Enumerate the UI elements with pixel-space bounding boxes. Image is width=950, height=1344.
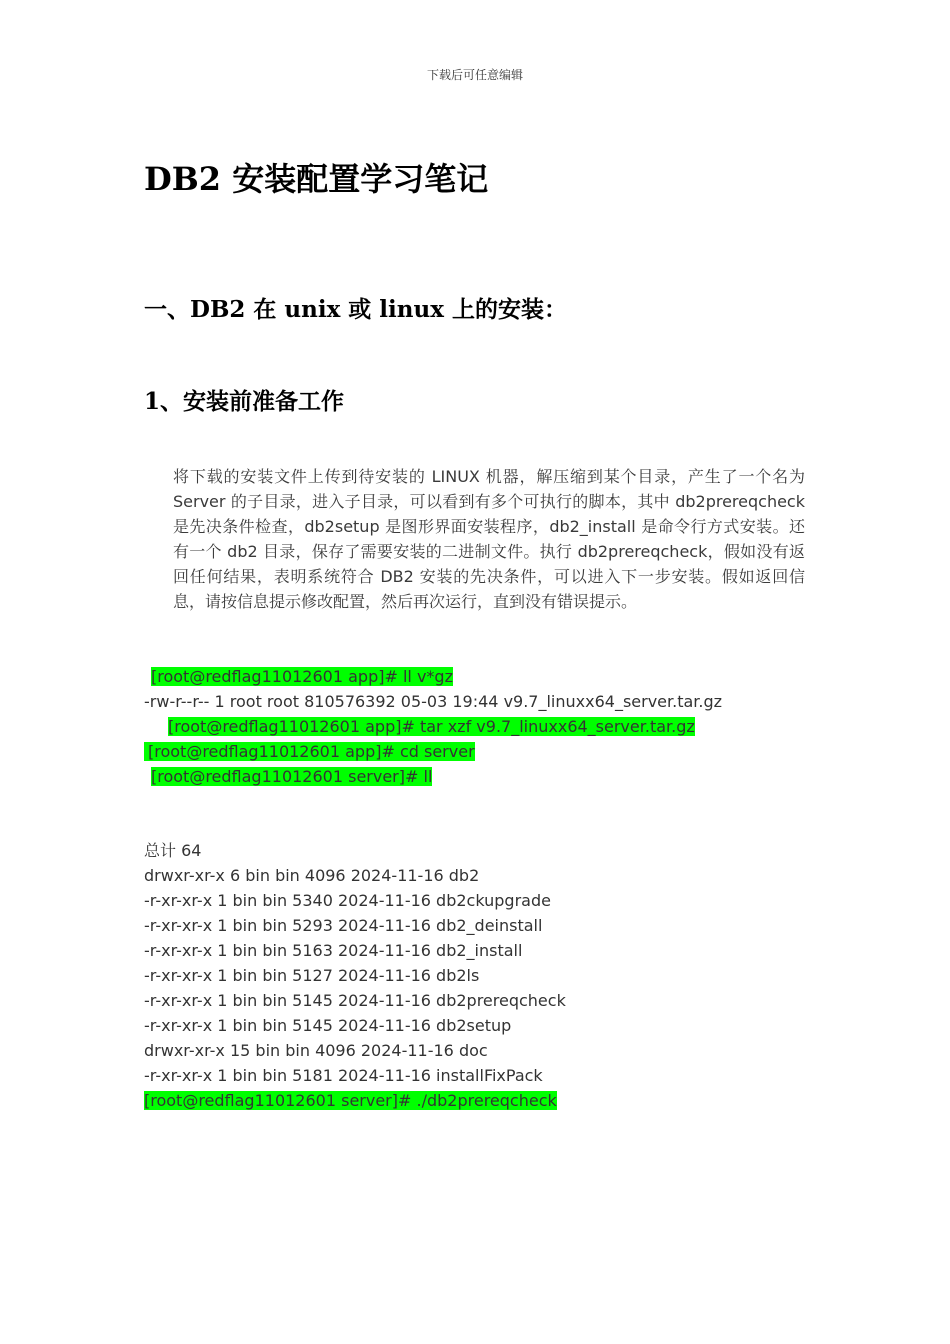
- terminal-line: [168, 714, 695, 739]
- terminal-line: -r-xr-xr-x 1 bin bin 5163 2024-11-16 db2_install: [144, 941, 523, 960]
- terminal-line: [144, 739, 475, 764]
- command-highlight: [root@redflag11012601 app]# tar xzf v9.7_linuxx64_server.tar.gz: [168, 717, 695, 736]
- document-title: DB2 安装配置学习笔记: [144, 160, 489, 198]
- terminal-line: drwxr-xr-x 6 bin bin 4096 2024-11-16 db2: [144, 866, 480, 885]
- terminal-line: -r-xr-xr-x 1 bin bin 5293 2024-11-16 db2_deinstall: [144, 916, 543, 935]
- terminal-line: [151, 764, 432, 789]
- terminal-line: -r-xr-xr-x 1 bin bin 5181 2024-11-16 installFixPack: [144, 1066, 543, 1085]
- terminal-line: -r-xr-xr-x 1 bin bin 5145 2024-11-16 db2prereqcheck: [144, 991, 566, 1010]
- terminal-line: -rw-r--r-- 1 root root 810576392 05-03 19:44 v9.7_linuxx64_server.tar.gz: [144, 692, 723, 711]
- page-header: 下载后可任意编辑: [426, 68, 523, 82]
- terminal-line: -r-xr-xr-x 1 bin bin 5127 2024-11-16 db2ls: [144, 966, 480, 985]
- command-highlight: [root@redflag11012601 server]# ll: [151, 767, 433, 786]
- section-heading-install: 一、DB2 在 unix 或 linux 上的安装：: [144, 296, 567, 323]
- command-highlight: [root@redflag11012601 app]# cd server: [144, 742, 475, 761]
- terminal-line: [151, 664, 453, 689]
- intro-paragraph: 将下载的安装文件上传到待安装的 LINUX 机器，解压缩到某个目录，产生了一个名为 Server 的子目录，进入子目录，可以看到有多个可执行的脚本，其中 db2prereqcheck 是先决条件检查，db2setup 是图形界面安装程序，db2_install 是命令行方式安装。还有一个 db2 目录，保存了需要安装的二进制文件。执行 db2prereqcheck，假如没有返回任何结果，表明系统符合 DB2 安装的先决条件，可以进入下一步安装。假如返回信息，请按信息提示修改配置，然后再次运行，直到没有错误提示。: [173, 467, 805, 611]
- command-highlight: [root@redflag11012601 app]# ll v*gz: [151, 667, 453, 686]
- terminal-line: drwxr-xr-x 15 bin bin 4096 2024-11-16 doc: [144, 1041, 488, 1060]
- terminal-line: 总计 64: [144, 841, 202, 860]
- terminal-line: -r-xr-xr-x 1 bin bin 5340 2024-11-16 db2ckupgrade: [144, 891, 551, 910]
- terminal-line: [144, 1088, 557, 1113]
- command-highlight: [root@redflag11012601 server]# ./db2prereqcheck: [144, 1091, 557, 1110]
- subsection-heading-prep: 1、安装前准备工作: [144, 388, 345, 415]
- terminal-line: -r-xr-xr-x 1 bin bin 5145 2024-11-16 db2setup: [144, 1016, 512, 1035]
